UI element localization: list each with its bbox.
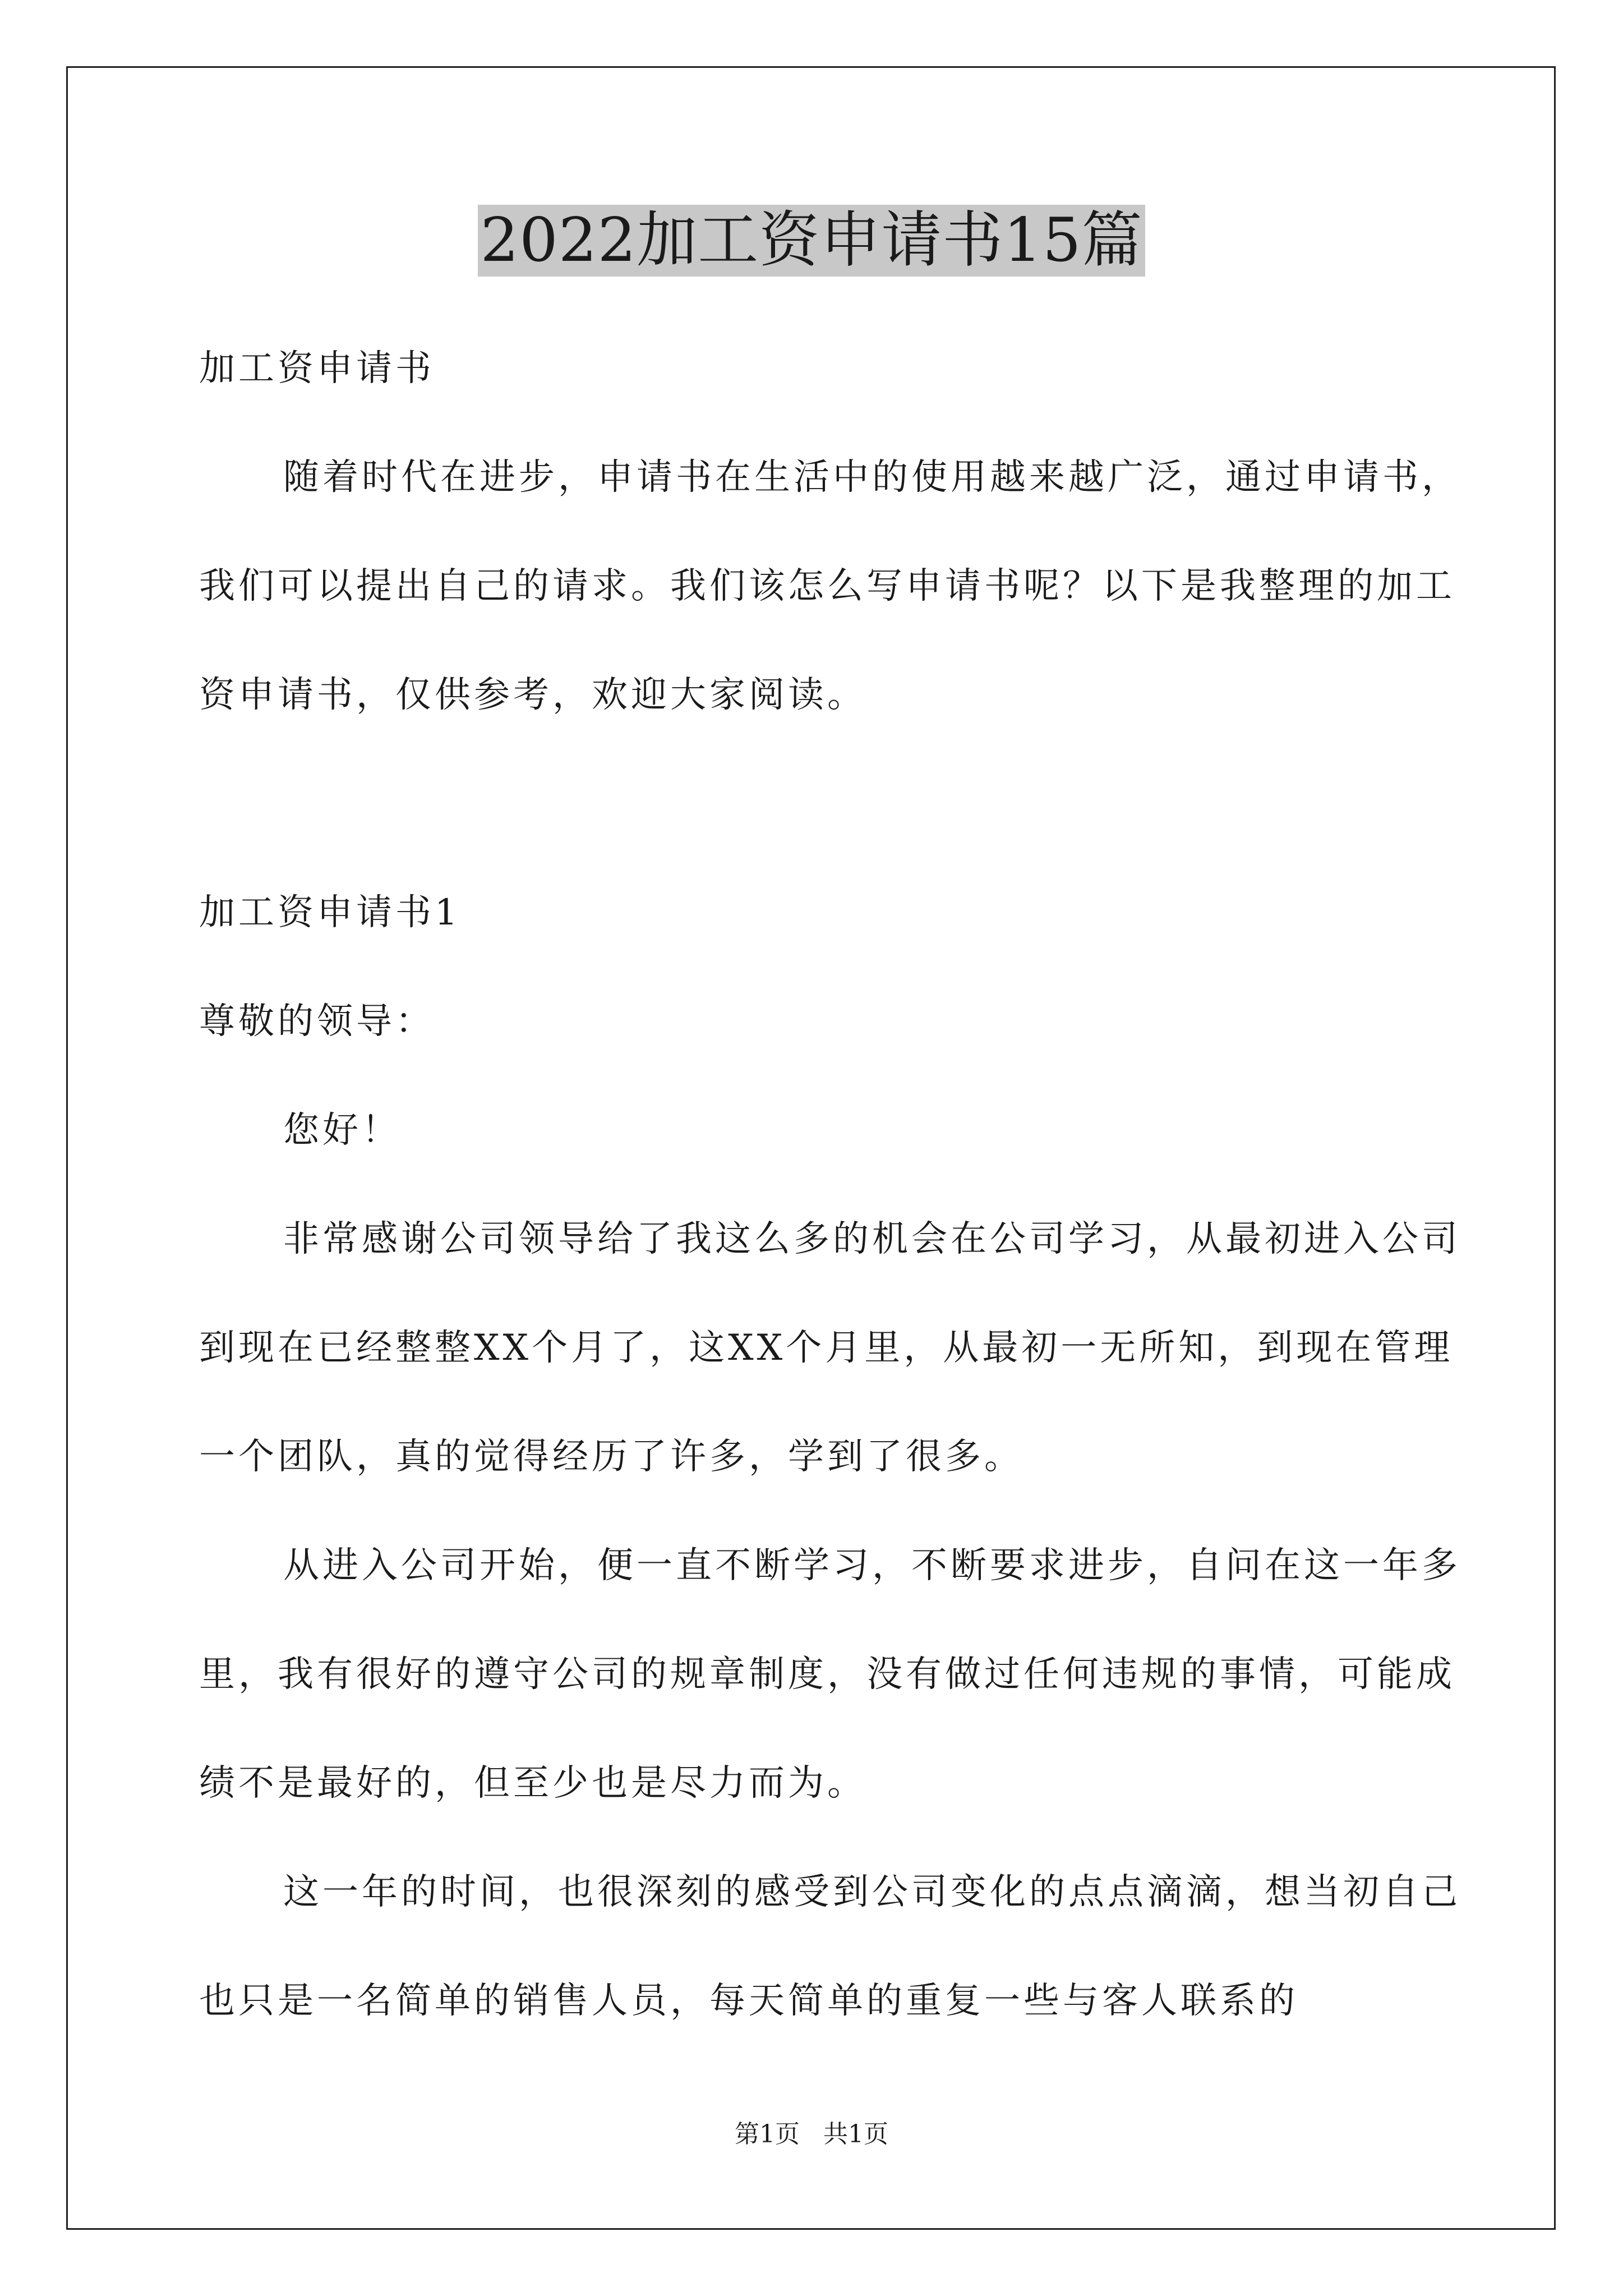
body-paragraph: 从进入公司开始，便一直不断学习，不断要求进步，自问在这一年多里，我有很好的遵守公司的规章制度，没有做过任何违规的事情，可能成绩不是最好的，但至少也是尽力而为。 [199,1545,1461,1804]
document-title: 2022加工资申请书15篇 [478,205,1145,277]
salutation: 尊敬的领导： [199,1001,435,1042]
body-paragraph: 非常感谢公司领导给了我这么多的机会在公司学习，从最初进入公司到现在已经整整XX个月了，这XX个月里，从最初一无所知，到现在管理一个团队，真的觉得经历了许多，学到了很多。 [199,1218,1461,1478]
title-container [0,205,1623,277]
intro-heading: 加工资申请书 [199,348,435,389]
body-paragraph: 这一年的时间，也很深刻的感受到公司变化的点点滴滴，想当初自己也只是一名简单的销售人员，每天简单的重复一些与客人联系的 [199,1871,1461,2022]
page-footer: 第1页 共1页 [735,2120,888,2148]
intro-paragraph: 随着时代在进步，申请书在生活中的使用越来越广泛，通过申请书，我们可以提出自己的请求。我们该怎么写申请书呢？以下是我整理的加工资申请书，仅供参考，欢迎大家阅读。 [199,457,1461,716]
document-body [199,314,1469,2055]
greeting: 您好！ [283,1110,401,1151]
blank-line [199,749,1469,858]
section-heading: 加工资申请书1 [199,892,461,933]
